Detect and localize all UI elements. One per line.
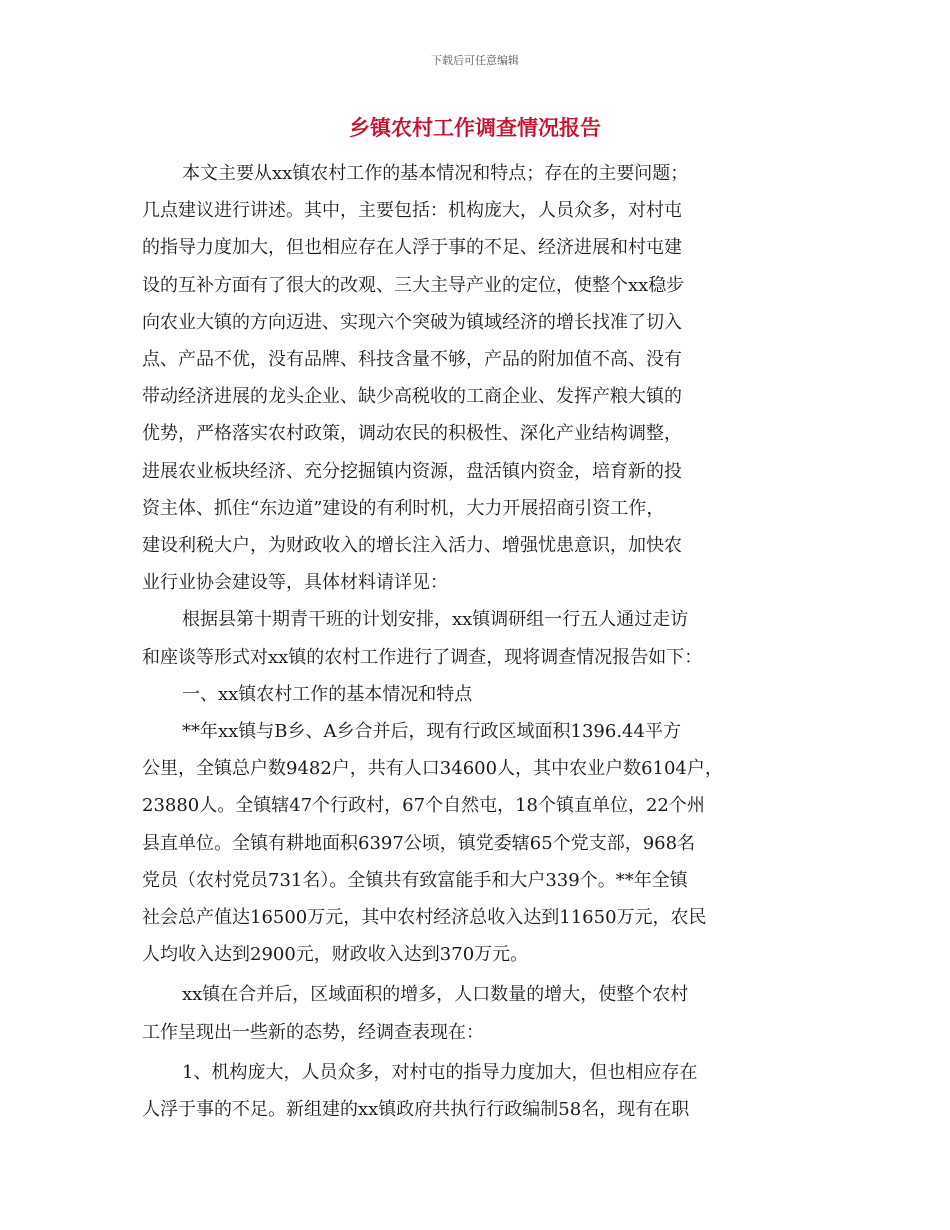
- paragraph-line: 几点建议进行讲述。其中，主要包括：机构庞大，人员众多，对村屯: [142, 200, 682, 222]
- paragraph-line: 本文主要从xx镇农村工作的基本情况和特点；存在的主要问题；: [182, 163, 689, 184]
- paragraph-line: 和座谈等形式对xx镇的农村工作进行了调查，现将调查情况报告如下：: [142, 646, 703, 668]
- paragraph-line: 23880人。全镇辖47个行政村，67个自然屯，18个镇直单位，22个州: [142, 795, 705, 817]
- paragraph-line: 点、产品不优，没有品牌、科技含量不够，产品的附加值不高、没有: [142, 349, 682, 371]
- paragraph-line: 设的互补方面有了很大的改观、三大主导产业的定位，使整个xx稳步: [142, 274, 685, 296]
- paragraph-line: 公里，全镇总户数9482户，共有人口34600人，其中农业户数6104户，: [142, 758, 723, 780]
- document-body: [142, 155, 812, 1128]
- paragraph-line: 社会总产值达16500万元，其中农村经济总收入达到11650万元，农民: [142, 907, 707, 929]
- paragraph-line: 向农业大镇的方向迈进、实现六个突破为镇域经济的增长找准了切入: [142, 311, 682, 333]
- paragraph-line: 根据县第十期青干班的计划安排，xx镇调研组一行五人通过走访: [182, 609, 689, 631]
- paragraph-line: xx镇在合并后，区域面积的增多，人口数量的增大，使整个农村: [182, 984, 689, 1006]
- paragraph-line: **年xx镇与B乡、A乡合并后，现有行政区域面积1396.44平方: [182, 721, 681, 743]
- paragraph-line: 1、机构庞大，人员众多，对村屯的指导力度加大，但也相应存在: [182, 1061, 698, 1083]
- paragraph-line: 进展农业板块经济、充分挖掘镇内资源，盘活镇内资金，培育新的投: [142, 460, 682, 482]
- paragraph-line: 建设利税大户，为财政收入的增长注入活力、增强忧患意识，加快农: [142, 535, 682, 557]
- section-heading: 一、xx镇农村工作的基本情况和特点: [182, 683, 473, 705]
- paragraph-line: 县直单位。全镇有耕地面积6397公顷，镇党委辖65个党支部，968名: [142, 832, 696, 854]
- paragraph-line: 优势，严格落实农村政策，调动农民的积极性、深化产业结构调整，: [142, 423, 682, 445]
- paragraph-line: 人浮于事的不足。新组建的xx镇政府共执行行政编制58名，现有在职: [142, 1099, 690, 1121]
- paragraph-line: 资主体、抓住“东边道”建设的有利时机，大力开展招商引资工作，: [142, 497, 665, 519]
- paragraph-line: 带动经济进展的龙头企业、缺少高税收的工商企业、发挥产粮大镇的: [142, 386, 682, 408]
- paragraph-line: 党员（农村党员731名）。全镇共有致富能手和大户339个。**年全镇: [142, 869, 688, 891]
- page-header: 下载后可任意编辑: [431, 54, 519, 67]
- document-title: 乡镇农村工作调查情况报告: [349, 116, 601, 140]
- paragraph-line: 人均收入达到2900元，财政收入达到370万元。: [142, 944, 529, 966]
- paragraph-line: 工作呈现出一些新的态势，经调查表现在：: [142, 1021, 484, 1043]
- paragraph-line: 业行业协会建设等，具体材料请详见：: [142, 572, 448, 594]
- paragraph-line: 的指导力度加大，但也相应存在人浮于事的不足、经济进展和村屯建: [142, 237, 682, 259]
